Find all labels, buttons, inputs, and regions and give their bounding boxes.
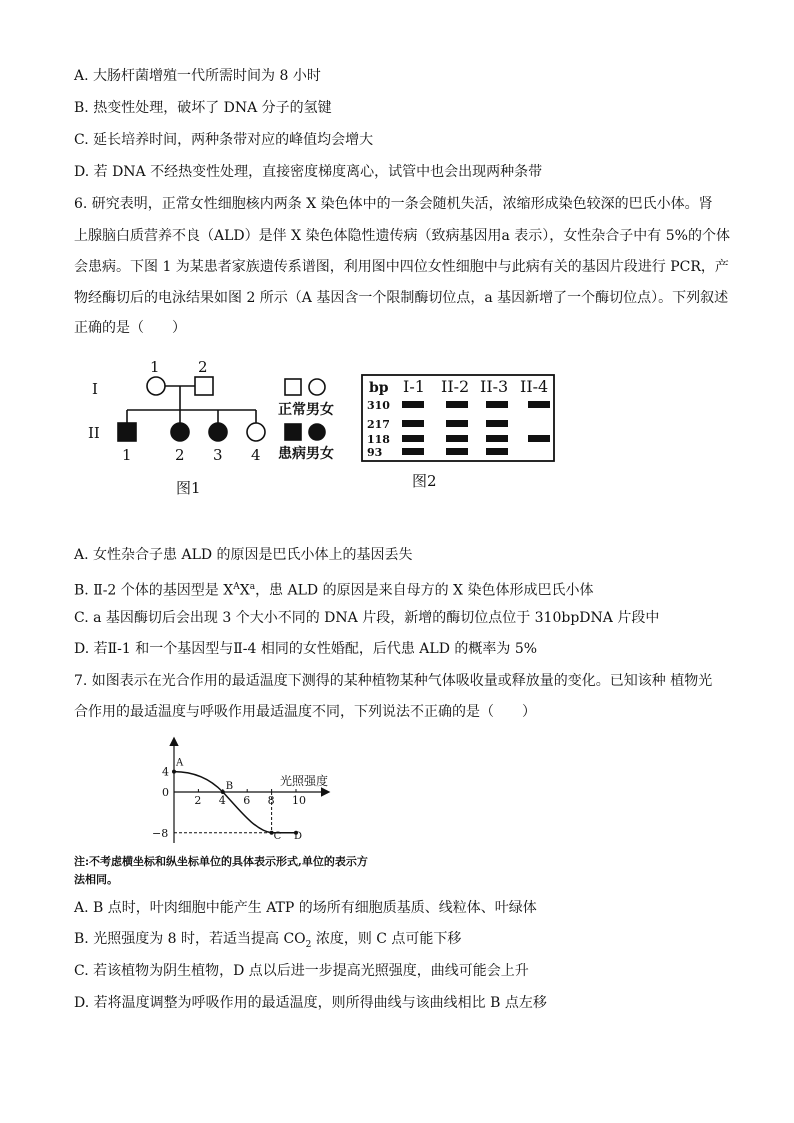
band-ii2-310 [446, 401, 468, 408]
lane-label-ii3: II-3 [480, 377, 509, 396]
q7-stem-line-1: 7. 如图表示在光合作用的最适温度下测得的某种植物某种气体吸收量或释放量的变化。已知该种 植物光 [74, 673, 713, 689]
legend-affected-label: 患病男女 [278, 446, 334, 462]
q5-option-a: A. 大肠杆菌增殖一代所需时间为 8 小时 [74, 68, 321, 84]
x-tick-label: 4 [218, 794, 226, 807]
ii2-number: 2 [175, 446, 185, 464]
q6-stem-line-4: 物经酶切后的电泳结果如图 2 所示（A 基因含一个限制酶切位点，a 基因新增了一个酶切位点）。下列叙述 [74, 290, 729, 306]
point-label-d: D [294, 830, 303, 842]
i1-number: 1 [150, 358, 160, 376]
pedigree-ii4-normal-female [247, 423, 265, 441]
legend-affected-female [309, 424, 325, 440]
band-ii4-118 [528, 435, 550, 442]
q7-option-a: A. B 点时，叶肉细胞中能产生 ATP 的场所有细胞质基质、线粒体、叶绿体 [74, 900, 537, 916]
q6-stem-line-3: 会患病。下图 1 为某患者家族遗传系谱图，利用图中四位女性细胞中与此病有关的基因片段进行 PCR，产 [74, 259, 729, 275]
size-310: 310 [367, 399, 390, 412]
bp-label: bp [369, 380, 389, 396]
band-ii2-217 [446, 420, 468, 427]
point-a [172, 770, 176, 774]
q5-option-c: C. 延长培养时间，两种条带对应的峰值均会增大 [74, 132, 374, 148]
band-i1-93 [402, 448, 424, 455]
legend-normal-female [309, 379, 325, 395]
band-i1-217 [402, 420, 424, 427]
ii3-number: 3 [213, 446, 223, 464]
chart-curve [174, 772, 296, 833]
q6-option-b: B. Ⅱ-2 个体的基因型是 $X^AX^a$，患 ALD 的原因是来自母方的 X 染色体形成巴氏小体 [74, 582, 594, 599]
point-label-b: B [225, 781, 234, 792]
x-tick-label: 6 [243, 794, 251, 807]
size-217: 217 [367, 418, 390, 431]
legend-normal-male [285, 379, 301, 395]
x-tick-label: 8 [267, 794, 275, 807]
band-ii3-217 [486, 420, 508, 427]
q7-stem-line-2: 合作用的最适温度与呼吸作用最适温度不同，下列说法不正确的是（ ） [74, 704, 536, 720]
y-tick-label: 0 [162, 786, 169, 799]
x-tick-label: 2 [194, 794, 202, 807]
q7-option-d: D. 若将温度调整为呼吸作用的最适温度，则所得曲线与该曲线相比 B 点左移 [74, 995, 547, 1011]
q7-note-line-2: 法相同。 [74, 873, 118, 886]
x-axis-label: 光照强度 [280, 774, 329, 788]
q6-stem-line-2: 上腺脑白质营养不良（ALD）是伴 X 染色体隐性遗传病（致病基因用a 表示），女性杂合子中有 5%的个体 [74, 228, 730, 244]
fig2-caption: 图2 [412, 472, 437, 490]
pedigree-ii3-affected-female [209, 423, 227, 441]
fig1-caption: 图1 [176, 479, 201, 497]
q6-stem-line-1: 6. 研究表明，正常女性细胞核内两条 X 染色体中的一条会随机失活，浓缩形成染色较深的巴氏小体。肾 [74, 196, 713, 212]
q7-option-c: C. 若该植物为阴生植物，D 点以后进一步提高光照强度，曲线可能会上升 [74, 963, 529, 979]
pedigree-ii1-affected-male [118, 423, 136, 441]
q6-option-a: A. 女性杂合子患 ALD 的原因是巴氏小体上的基因丢失 [74, 547, 413, 563]
band-ii2-118 [446, 435, 468, 442]
band-ii4-310 [528, 401, 550, 408]
q6-stem-line-5: 正确的是（ ） [74, 320, 186, 336]
legend-normal-label: 正常男女 [278, 402, 334, 418]
legend-affected-male [285, 424, 301, 440]
band-i1-118 [402, 435, 424, 442]
band-ii3-118 [486, 435, 508, 442]
electrophoresis-figure [360, 373, 560, 493]
band-ii3-310 [486, 401, 508, 408]
x-tick-label: 10 [292, 794, 306, 807]
pedigree-i2-normal-male [195, 377, 213, 395]
q6-option-c: C. a 基因酶切后会出现 3 个大小不同的 DNA 片段，新增的酶切位点位于 310bpDNA 片段中 [74, 610, 660, 626]
lane-label-ii4: II-4 [520, 377, 549, 396]
q7-light-response-chart [150, 735, 340, 847]
point-label-a: A [176, 757, 184, 769]
q7-note-line-1: 注:不考虑横坐标和纵坐标单位的具体表示形式,单位的表示方 [74, 855, 368, 868]
size-118: 118 [367, 433, 390, 446]
lane-label-ii2: II-2 [441, 377, 470, 396]
gen-i-label: I [92, 380, 98, 398]
gen-ii-label: II [88, 424, 100, 442]
size-93: 93 [367, 446, 383, 459]
lane-label-i1: I-1 [403, 377, 425, 396]
i2-number: 2 [198, 358, 208, 376]
point-label-c: C [273, 830, 282, 842]
y-tick-label: 4 [162, 765, 169, 779]
pedigree-figure [80, 350, 360, 500]
ii1-number: 1 [122, 446, 132, 464]
q7-option-b: B. 光照强度为 8 时，若适当提高 $CO_2$ 浓度，则 C 点可能下移 [74, 931, 462, 950]
ii4-number: 4 [251, 446, 261, 464]
band-ii3-93 [486, 448, 508, 455]
q6-option-d: D. 若Ⅱ-1 和一个基因型与Ⅱ-4 相同的女性婚配，后代患 ALD 的概率为 5% [74, 641, 538, 657]
pedigree-i1-normal-female [147, 377, 165, 395]
q5-option-d: D. 若 DNA 不经热变性处理，直接密度梯度离心，试管中也会出现两种条带 [74, 164, 543, 180]
pedigree-ii2-affected-female [171, 423, 189, 441]
band-ii2-93 [446, 448, 468, 455]
band-i1-310 [402, 401, 424, 408]
q5-option-b: B. 热变性处理，破坏了 DNA 分子的氢键 [74, 100, 332, 116]
y-tick-label: −8 [152, 826, 169, 840]
